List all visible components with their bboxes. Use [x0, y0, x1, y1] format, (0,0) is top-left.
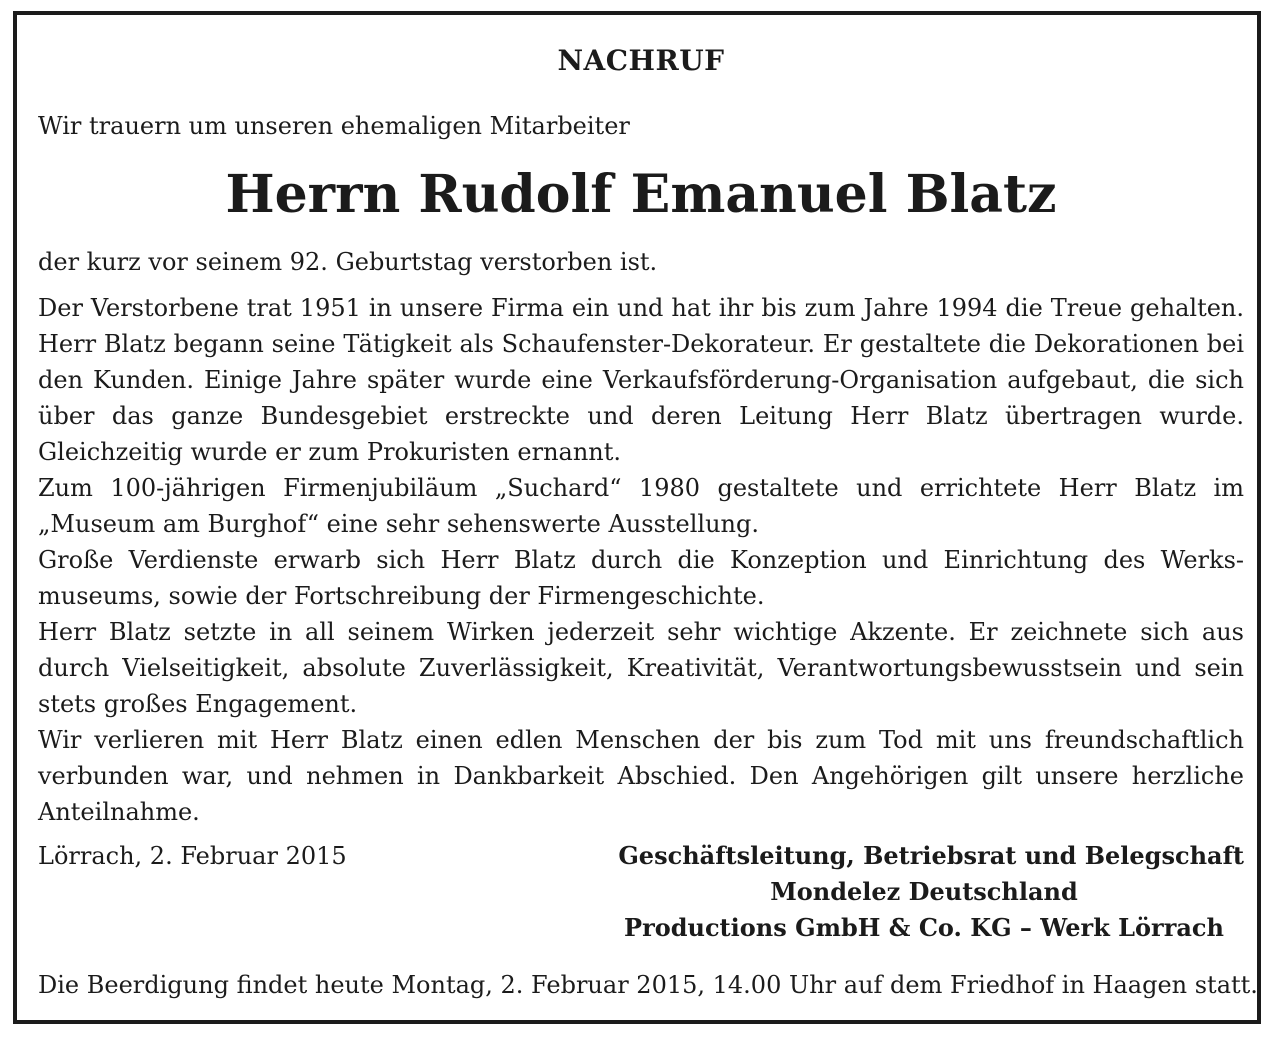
signoff-block	[38, 838, 1244, 948]
intro-line: Wir trauern um unseren ehemaligen Mitarbeiter	[38, 112, 630, 140]
notice-heading: NACHRUF	[557, 44, 725, 77]
paragraph-character: Herr Blatz setzte in all seinem Wirken jederzeit sehr wichtige Akzente. Er zeichnete sich aus durch Vielseitigkeit, absolute Zuverlässigkeit, Kreativität, Verantwortungsbewusstsein und sein stets großes Engagement.	[38, 618, 1244, 718]
signatory-line: Geschäftsleitung, Betriebsrat und Belegschaft	[618, 841, 1244, 870]
signatory-line: Mondelez Deutschland	[770, 877, 1078, 906]
obituary-body	[38, 290, 1244, 830]
deceased-name: Herrn Rudolf Emanuel Blatz	[225, 164, 1057, 225]
signatories	[604, 838, 1244, 946]
paragraph-exhibition: Zum 100-jährigen Firmenjubiläum „Suchard“ 1980 gestaltete und errichtete Herr Blatz im „Museum am Burghof“ eine sehr sehenswerte Ausstellung.	[38, 474, 1244, 538]
funeral-notice: Die Beerdigung findet heute Montag, 2. Februar 2015, 14.00 Uhr auf dem Friedhof in Haagen statt.	[38, 971, 1258, 999]
paragraph-career: Der Verstorbene trat 1951 in unsere Firma ein und hat ihr bis zum Jahre 1994 die Treue gehalten. Herr Blatz begann seine Tätigkeit als Schaufenster-Dekorateur. Er gestaltete die Dekorationen bei den Kunden. Einige Jahre später wurde eine Verkaufsförderung-Organisation aufgebaut, die sich über das ganze Bundesgebiet erstreckte und deren Leitung Herr Blatz übertragen wurde. Gleichzeitig wurde er zum Prokuristen ernannt.	[38, 294, 1244, 466]
death-note: der kurz vor seinem 92. Geburtstag verstorben ist.	[38, 248, 658, 276]
signatory-line: Productions GmbH & Co. KG – Werk Lörrach	[624, 913, 1224, 942]
place-and-date: Lörrach, 2. Februar 2015	[38, 842, 347, 870]
paragraph-museum: Große Verdienste erwarb sich Herr Blatz durch die Konzeption und Einrichtung des Werks-museums, sowie der Fortschreibung der Firmengeschichte.	[38, 546, 1244, 610]
paragraph-farewell: Wir verlieren mit Herr Blatz einen edlen Menschen der bis zum Tod mit uns freundschaftlich verbunden war, und nehmen in Dankbarkeit Abschied. Den Angehörigen gilt unsere herzliche Anteilnahme.	[38, 726, 1244, 826]
